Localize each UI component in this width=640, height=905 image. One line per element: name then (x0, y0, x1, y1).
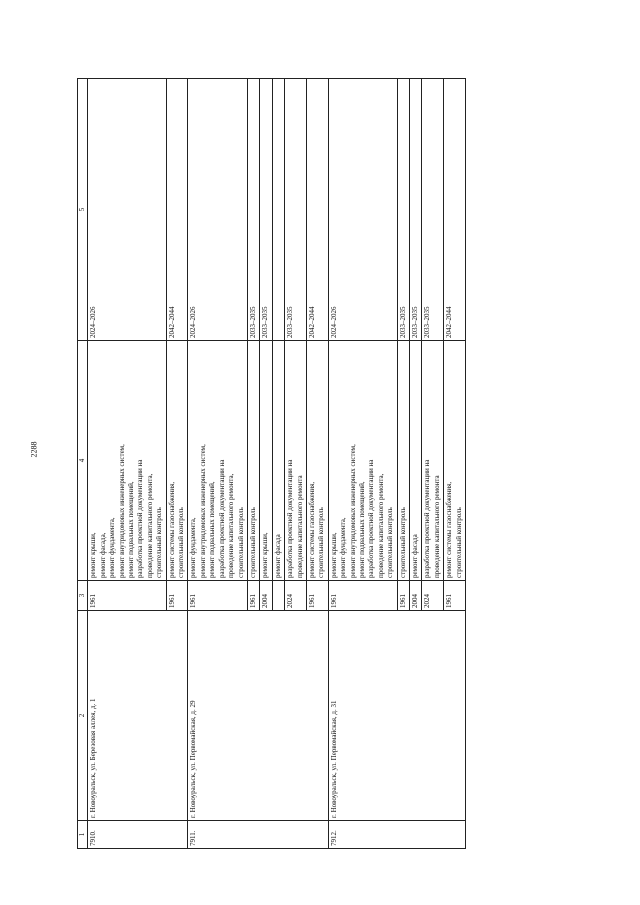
works-cell (88, 341, 166, 581)
work-item: ремонт фасада, (98, 532, 107, 578)
table-body (88, 79, 466, 849)
work-item: строительный контроль (155, 507, 164, 578)
year-cell: 1961 (88, 581, 166, 611)
works-cell (272, 341, 284, 581)
period-cell: 2033–2035 (247, 79, 259, 341)
work-item: ремонт фасада (273, 534, 282, 578)
works-cell (328, 341, 397, 581)
work-item: разработка проектной документации на (423, 459, 432, 578)
row-number-cell: 7912. (328, 821, 465, 849)
work-item: проведение капитального ремонта (295, 475, 304, 578)
work-item: ремонт системы газоснабжения, (307, 481, 316, 578)
work-item: строительный контроль (236, 507, 245, 578)
work-item: строительный контроль (386, 507, 395, 578)
year-cell: 1961 (328, 581, 397, 611)
table-row (88, 79, 166, 849)
year-cell: 1961 (188, 581, 247, 611)
work-item: строительный контроль (177, 507, 186, 578)
header-row (78, 79, 88, 849)
period-cell (272, 79, 284, 341)
period-cell: 2033–2035 (422, 79, 444, 341)
work-item: проведение капитального ремонта, (376, 473, 385, 578)
works-cell (247, 341, 259, 581)
period-cell: 2033–2035 (260, 79, 272, 341)
year-cell (272, 581, 284, 611)
works-cell (410, 341, 422, 581)
work-item: разработка проектной документации на (286, 459, 295, 578)
work-item: проведение капитального ремонта, (227, 473, 236, 578)
work-item: ремонт системы газоснабжения, (167, 481, 176, 578)
period-cell: 2024–2026 (88, 79, 166, 341)
work-item: разработка проектной документации на (136, 459, 145, 578)
work-item: ремонт внутридомовых инженерных систем, (117, 444, 126, 578)
period-cell: 2042–2044 (306, 79, 328, 341)
header-col-3: 3 (78, 581, 88, 611)
header-col-4: 4 (78, 341, 88, 581)
work-item: ремонт подвальных помещений, (208, 481, 217, 578)
work-item: строительный контроль (248, 507, 257, 578)
header-col-2: 2 (78, 611, 88, 821)
header-col-1: 1 (78, 821, 88, 849)
work-item: ремонт системы газоснабжения, (445, 481, 454, 578)
year-cell: 1961 (247, 581, 259, 611)
work-item: ремонт крыши, (329, 532, 338, 578)
work-item: проведение капитального ремонта, (145, 473, 154, 578)
work-item: ремонт крыши, (89, 532, 98, 578)
address-cell: г. Новоуральск, ул. Первомайская, д. 31 (328, 611, 465, 821)
year-cell: 2004 (410, 581, 422, 611)
year-cell: 1961 (444, 581, 466, 611)
page-number (30, 443, 44, 463)
header-col-5: 5 (78, 79, 88, 341)
row-number-cell: 7911. (188, 821, 328, 849)
work-item: строительный контроль (317, 507, 326, 578)
period-cell: 2024–2026 (188, 79, 247, 341)
work-item: ремонт внутридомовых инженерных систем, (198, 444, 207, 578)
period-cell: 2042–2044 (444, 79, 466, 341)
period-cell: 2033–2035 (397, 79, 409, 341)
capital-repair-table (77, 78, 466, 849)
year-cell: 1961 (166, 581, 188, 611)
address-cell: г. Новоуральск, ул. Березовая аллея, д. 1 (88, 611, 188, 821)
work-item: ремонт фундамента, (189, 517, 198, 578)
works-cell (397, 341, 409, 581)
work-item: ремонт внутридомовых инженерных систем, (348, 444, 357, 578)
address-cell: г. Новоуральск, ул. Первомайская, д. 29 (188, 611, 328, 821)
works-cell (306, 341, 328, 581)
work-item: ремонт подвальных помещений, (357, 481, 366, 578)
period-cell: 2024–2026 (328, 79, 397, 341)
work-item: строительный контроль (454, 507, 463, 578)
year-cell: 2024 (422, 581, 444, 611)
work-item: проведение капитального ремонта (432, 475, 441, 578)
period-cell: 2042–2044 (166, 79, 188, 341)
year-cell: 1961 (397, 581, 409, 611)
year-cell: 1961 (306, 581, 328, 611)
work-item: разработка проектной документации на (367, 459, 376, 578)
works-cell (260, 341, 272, 581)
rotated-table-container (77, 79, 541, 849)
work-item: ремонт фасада (411, 534, 419, 578)
year-cell: 2004 (260, 581, 272, 611)
work-item: разработка проектной документации на (217, 459, 226, 578)
table-row (328, 79, 397, 849)
works-cell (188, 341, 247, 581)
page-number-text: 2288 (29, 441, 39, 458)
works-cell (166, 341, 188, 581)
work-item: строительный контроль (398, 507, 407, 578)
table-row (188, 79, 247, 849)
period-cell: 2033–2035 (410, 79, 422, 341)
work-item: ремонт крыши, (261, 532, 270, 578)
period-cell: 2033–2035 (285, 79, 307, 341)
row-number-cell: 7910. (88, 821, 188, 849)
year-cell: 2024 (285, 581, 307, 611)
work-item: ремонт подвальных помещений, (127, 481, 136, 578)
work-item: ремонт фундамента, (108, 517, 117, 578)
works-cell (285, 341, 307, 581)
works-cell (422, 341, 444, 581)
works-cell (444, 341, 466, 581)
work-item: ремонт фундамента, (339, 517, 348, 578)
